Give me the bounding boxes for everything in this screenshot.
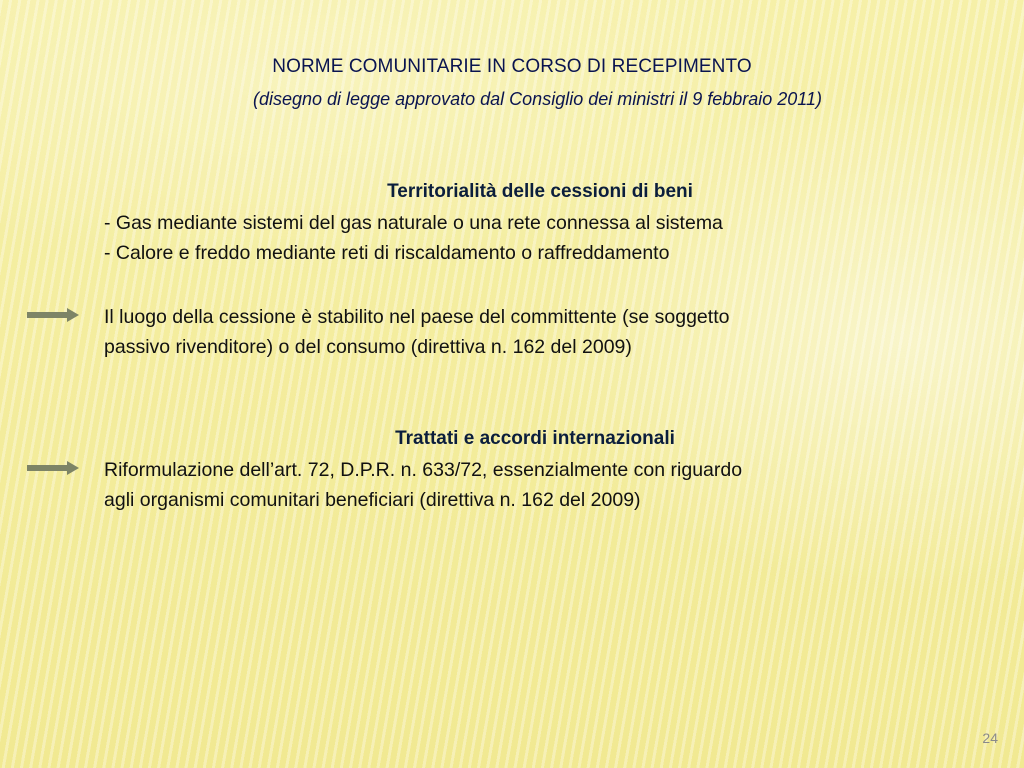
paragraph-line: Il luogo della cessione è stabilito nel paese del committente (se soggetto — [104, 306, 730, 328]
paragraph-line: agli organismi comunitari beneficiari (direttiva n. 162 del 2009) — [104, 489, 641, 511]
section-heading-trattati: Trattati e accordi internazionali — [395, 428, 675, 449]
bullet-line: - Calore e freddo mediante reti di riscaldamento o raffreddamento — [104, 242, 670, 264]
page-number: 24 — [982, 730, 998, 746]
slide-subtitle: (disegno di legge approvato dal Consiglio dei ministri il 9 febbraio 2011) — [252, 89, 822, 109]
right-arrow-icon — [27, 460, 79, 476]
slide-title: NORME COMUNITARIE IN CORSO DI RECEPIMENTO — [272, 56, 752, 77]
paragraph-line: Riformulazione dell’art. 72, D.P.R. n. 633/72, essenzialmente con riguardo — [104, 459, 743, 481]
right-arrow-icon — [27, 307, 79, 323]
paragraph-line: passivo rivenditore) o del consumo (direttiva n. 162 del 2009) — [104, 336, 632, 358]
bullet-line: - Gas mediante sistemi del gas naturale o una rete connessa al sistema — [104, 212, 723, 234]
section-heading-territorialita: Territorialità delle cessioni di beni — [387, 181, 693, 202]
